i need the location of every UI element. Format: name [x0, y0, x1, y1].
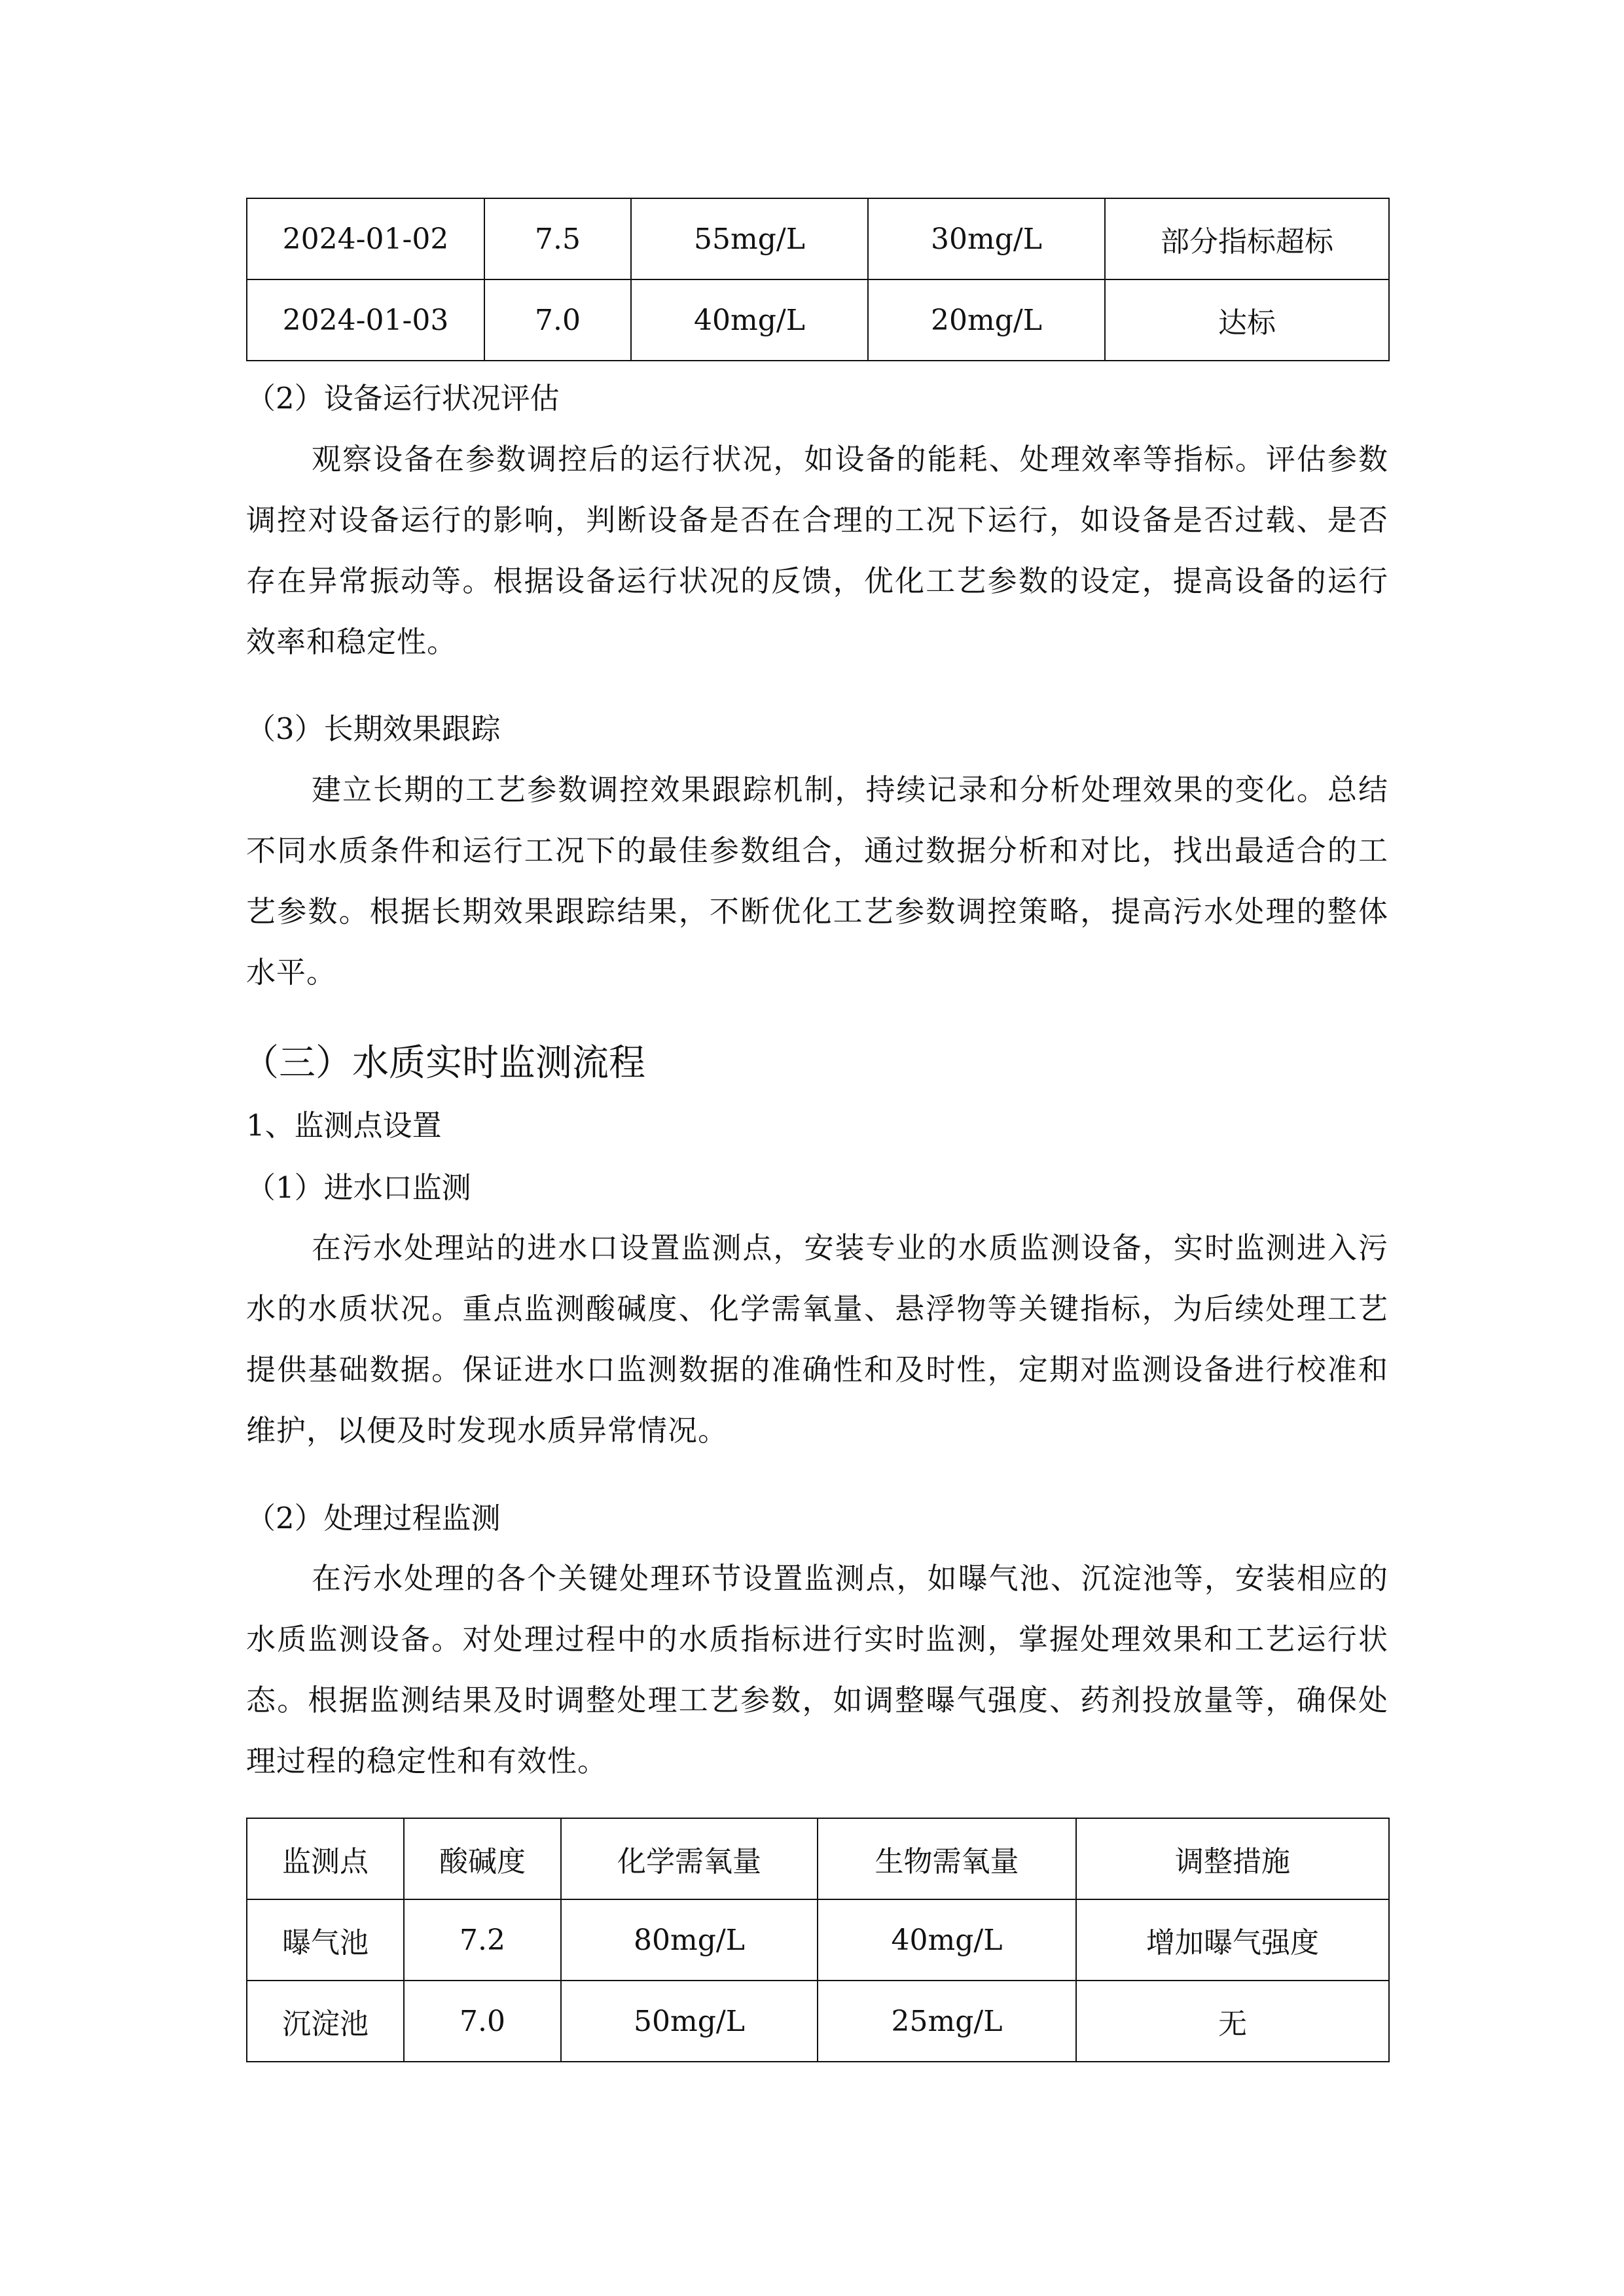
table-cell: 增加曝气强度	[1076, 1899, 1389, 1981]
table-cell: 7.0	[484, 279, 631, 361]
table-row	[247, 198, 1389, 279]
table-cell: 80mg/L	[561, 1899, 818, 1981]
table-header-cell: 调整措施	[1076, 1818, 1389, 1899]
document-page	[242, 0, 1388, 2296]
table-cell: 7.5	[484, 198, 631, 279]
table-cell: 40mg/L	[631, 279, 868, 361]
table-cell: 20mg/L	[868, 279, 1105, 361]
monitoring-point-table	[246, 1818, 1390, 2062]
table-cell: 2024-01-02	[247, 198, 484, 279]
table-row	[247, 1981, 1389, 2062]
table-cell: 25mg/L	[818, 1981, 1076, 2062]
paragraph-equipment-assessment: 观察设备在参数调控后的运行状况，如设备的能耗、处理效率等指标。评估参数调控对设备运行的影响，判断设备是否在合理的工况下运行，如设备是否过载、是否存在异常振动等。根据设备运行状况的反馈，优化工艺参数的设定，提高设备的运行效率和稳定性。	[246, 442, 1388, 659]
table-cell: 7.0	[404, 1981, 561, 2062]
table-cell: 沉淀池	[247, 1981, 404, 2062]
section-heading-long-term-tracking: （3）长期效果跟踪	[246, 711, 501, 746]
table-cell: 2024-01-03	[247, 279, 484, 361]
paragraph-inlet-monitoring: 在污水处理站的进水口设置监测点，安装专业的水质监测设备，实时监测进入污水的水质状况。重点监测酸碱度、化学需氧量、悬浮物等关键指标，为后续处理工艺提供基础数据。保证进水口监测数据的准确性和及时性，定期对监测设备进行校准和维护，以便及时发现水质异常情况。	[246, 1230, 1388, 1448]
table-cell: 曝气池	[247, 1899, 404, 1981]
table-cell: 50mg/L	[561, 1981, 818, 2062]
water-quality-result-table	[246, 198, 1390, 361]
section-heading-equipment-assessment: （2）设备运行状况评估	[246, 381, 560, 416]
table-cell: 40mg/L	[818, 1899, 1076, 1981]
subsection-title: 1、监测点设置	[246, 1108, 442, 1143]
table-header-cell: 化学需氧量	[561, 1818, 818, 1899]
table-row	[247, 1899, 1389, 1981]
section-title: （三）水质实时监测流程	[242, 1042, 645, 1085]
table-row	[247, 279, 1389, 361]
item-heading-process-monitoring: （2）处理过程监测	[246, 1501, 501, 1535]
table-cell: 无	[1076, 1981, 1389, 2062]
paragraph-long-term-tracking: 建立长期的工艺参数调控效果跟踪机制，持续记录和分析处理效果的变化。总结不同水质条件和运行工况下的最佳参数组合，通过数据分析和对比，找出最适合的工艺参数。根据长期效果跟踪结果，不断优化工艺参数调控策略，提高污水处理的整体水平。	[246, 772, 1388, 990]
paragraph-process-monitoring: 在污水处理的各个关键处理环节设置监测点，如曝气池、沉淀池等，安装相应的水质监测设备。对处理过程中的水质指标进行实时监测，掌握处理效果和工艺运行状态。根据监测结果及时调整处理工艺参数，如调整曝气强度、药剂投放量等，确保处理过程的稳定性和有效性。	[246, 1561, 1388, 1778]
table-header-cell: 监测点	[247, 1818, 404, 1899]
table-header-cell: 酸碱度	[404, 1818, 561, 1899]
table-header-row	[247, 1818, 1389, 1899]
table-cell: 达标	[1105, 279, 1389, 361]
table-cell: 部分指标超标	[1105, 198, 1389, 279]
table-cell: 30mg/L	[868, 198, 1105, 279]
table-cell: 55mg/L	[631, 198, 868, 279]
table-cell: 7.2	[404, 1899, 561, 1981]
table-header-cell: 生物需氧量	[818, 1818, 1076, 1899]
item-heading-inlet-monitoring: （1）进水口监测	[246, 1170, 471, 1205]
